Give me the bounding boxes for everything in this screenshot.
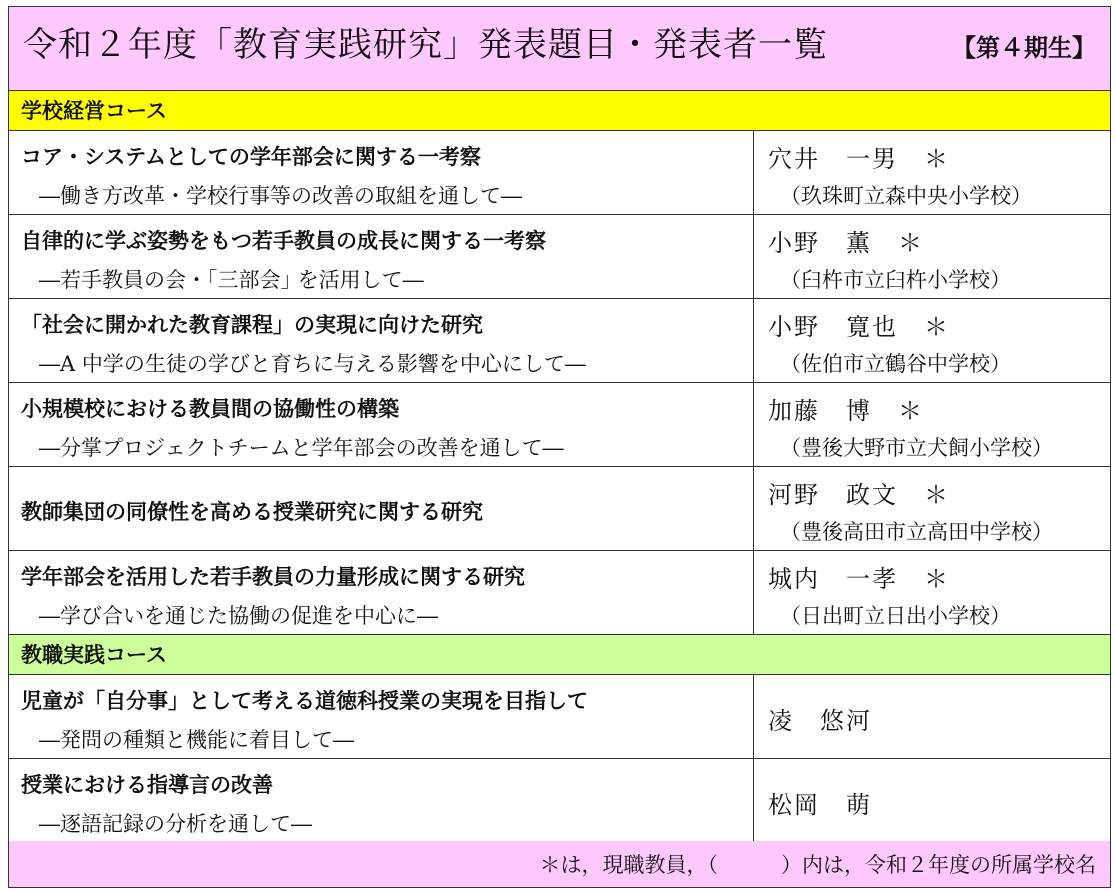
table-row xyxy=(9,759,1110,843)
topic-title: 「社会に開かれた教育課程」の実現に向けた研究 xyxy=(21,313,483,337)
page-title: 令和２年度「教育実践研究」発表題目・発表者一覧 xyxy=(23,25,828,65)
course-header-school-management: 学校経営コース xyxy=(9,91,1110,131)
topic-title: 授業における指導言の改善 xyxy=(21,773,273,797)
presenter-name: 凌 悠河 xyxy=(768,707,872,735)
presenter-cell xyxy=(754,383,1110,466)
presenter-cell xyxy=(754,215,1110,298)
topic-subtitle: ―働き方改革・学校行事等の改善の取組を通して― xyxy=(39,184,522,208)
presenter-name: 河野 政文 ＊ xyxy=(768,481,950,509)
table-row xyxy=(9,551,1110,635)
topic-subtitle: ―分掌プロジェクトチームと学年部会の改善を通して― xyxy=(39,436,564,460)
topic-cell xyxy=(9,215,754,298)
topic-title: 学年部会を活用した若手教員の力量形成に関する研究 xyxy=(21,565,525,589)
presenter-name: 穴井 一男 ＊ xyxy=(768,145,950,173)
presenter-name: 松岡 萌 xyxy=(768,791,872,819)
topic-title: 児童が「自分事」として考える道徳科授業の実現を目指して xyxy=(21,689,588,713)
topic-title: 小規模校における教員間の協働性の構築 xyxy=(21,397,399,421)
presenter-cell xyxy=(754,467,1110,550)
table-row xyxy=(9,467,1110,551)
presenter-cell xyxy=(754,131,1110,214)
footnote: ＊は，現職教員，（ ）内は，令和２年度の所属学校名 xyxy=(539,853,1096,877)
presenter-cell xyxy=(754,551,1110,634)
presenter-school: （玖珠町立森中央小学校） xyxy=(780,184,1032,208)
cohort-label: 【第４期生】 xyxy=(952,34,1096,62)
title-row xyxy=(9,7,1110,91)
topic-subtitle: ―A 中学の生徒の学びと育ちに与える影響を中心にして― xyxy=(39,352,586,376)
topic-title: コア・システムとしての学年部会に関する一考察 xyxy=(21,145,481,169)
presentation-list-table xyxy=(8,6,1111,888)
topic-cell xyxy=(9,131,754,214)
table-row xyxy=(9,383,1110,467)
presenter-cell xyxy=(754,675,1110,758)
presenter-name: 加藤 博 ＊ xyxy=(768,397,924,425)
topic-subtitle: ―学び合いを通じた協働の促進を中心に― xyxy=(39,604,438,628)
topic-title: 自律的に学ぶ姿勢をもつ若手教員の成長に関する一考察 xyxy=(21,229,546,253)
presenter-school: （日出町立日出小学校） xyxy=(780,604,1011,628)
topic-title: 教師集団の同僚性を高める授業研究に関する研究 xyxy=(21,500,483,524)
topic-subtitle: ―発問の種類と機能に着目して― xyxy=(39,728,354,752)
footnote-row xyxy=(9,841,1110,887)
topic-cell xyxy=(9,299,754,382)
presenter-school: （豊後高田市立高田中学校） xyxy=(780,520,1053,544)
course-header-teaching-practice: 教職実践コース xyxy=(9,635,1110,675)
presenter-cell xyxy=(754,299,1110,382)
topic-cell xyxy=(9,551,754,634)
presenter-school: （臼杵市立臼杵小学校） xyxy=(780,268,1011,292)
presenter-name: 城内 一孝 ＊ xyxy=(768,565,950,593)
presenter-name: 小野 寛也 ＊ xyxy=(768,313,950,341)
table-row xyxy=(9,299,1110,383)
topic-cell xyxy=(9,675,754,758)
table-row xyxy=(9,131,1110,215)
topic-cell xyxy=(9,759,754,842)
topic-cell xyxy=(9,383,754,466)
presenter-name: 小野 薫 ＊ xyxy=(768,229,924,257)
topic-cell xyxy=(9,467,754,550)
table-row xyxy=(9,675,1110,759)
table-row xyxy=(9,215,1110,299)
presenter-school: （佐伯市立鶴谷中学校） xyxy=(780,352,1011,376)
presenter-school: （豊後大野市立犬飼小学校） xyxy=(780,436,1053,460)
presenter-cell xyxy=(754,759,1110,842)
topic-subtitle: ―逐語記録の分析を通して― xyxy=(39,812,312,836)
topic-subtitle: ―若手教員の会・｢三部会｣ を活用して― xyxy=(39,268,424,292)
